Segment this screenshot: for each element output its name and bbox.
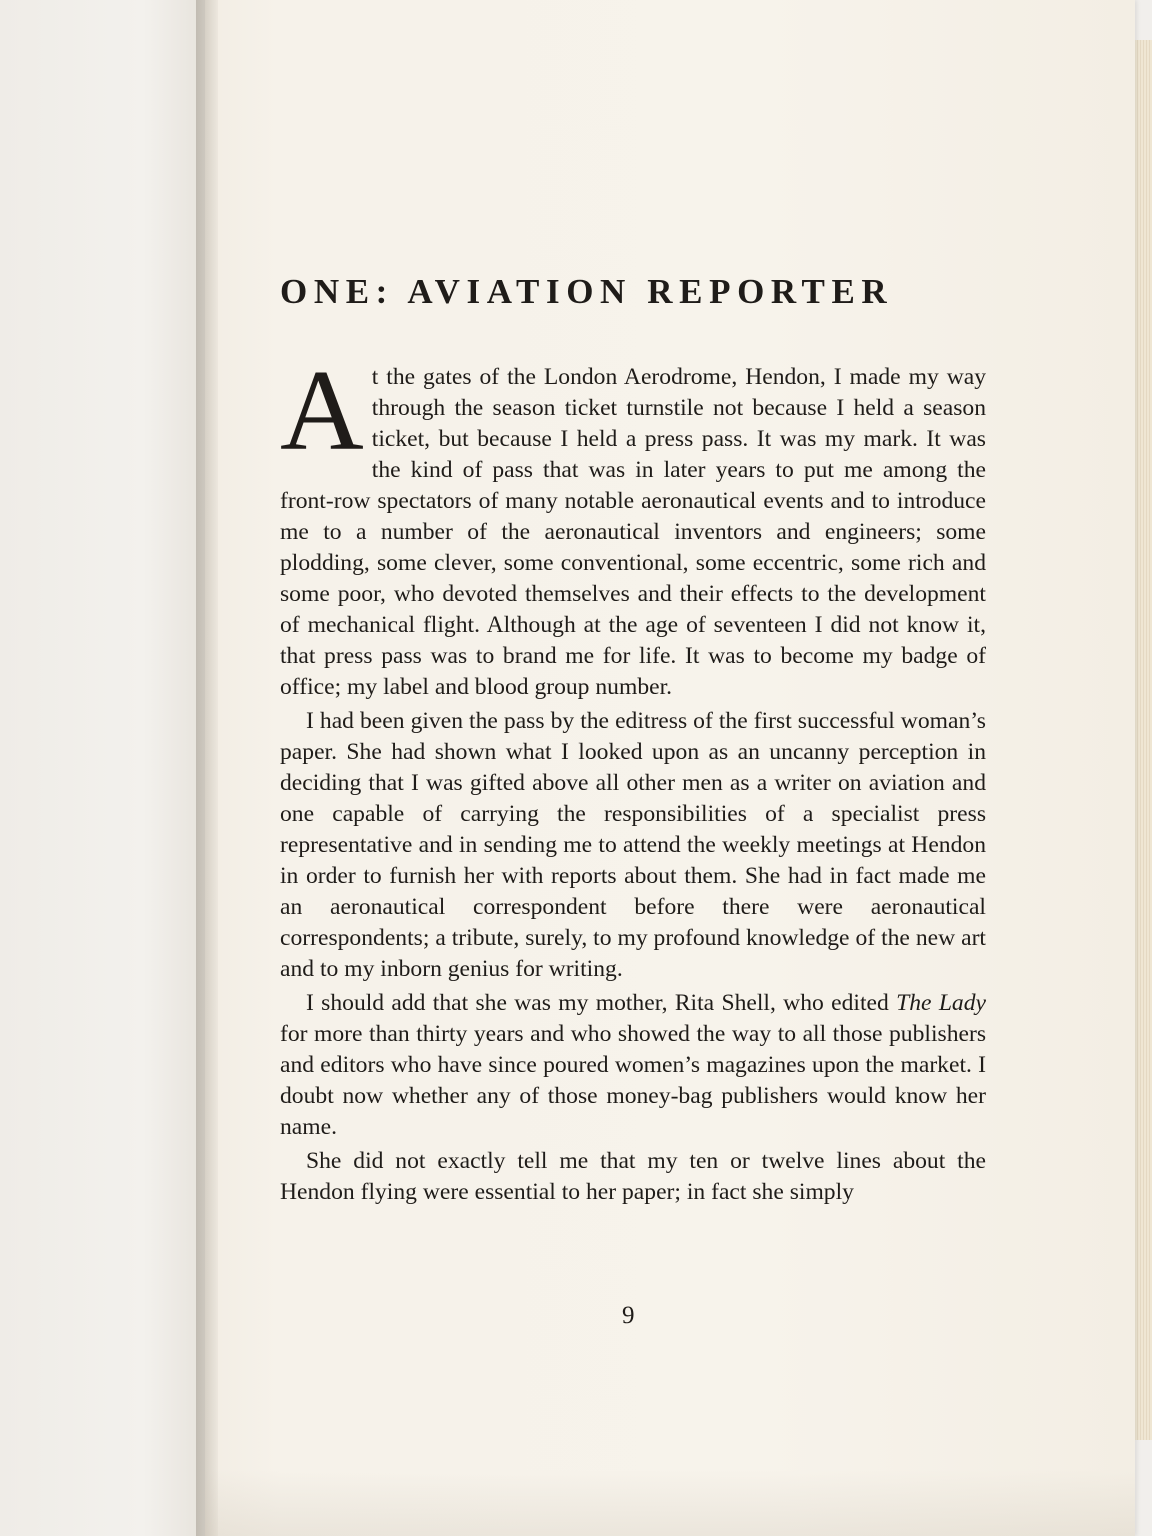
page-edges <box>1132 40 1152 1440</box>
paragraph-4: She did not exactly tell me that my ten or twelve lines about the Hendon flying were essential to her paper; in fact she simply <box>280 1148 986 1205</box>
chapter-title: ONE: AVIATION REPORTER <box>280 272 894 311</box>
book-gutter <box>196 0 218 1536</box>
publication-title: The Lady <box>896 990 987 1016</box>
left-page <box>0 0 206 1536</box>
paragraph-1-text: t the gates of the London Aerodrome, Hendon, I made my way through the season ticket turnstile not because I held a season ticket, but because I held a press pass. It was my mark. It was the kind of pass that was in later years to put me among the front-row spectators of many notable aeronautical events and to introduce me to a number of the aeronautical inventors and engineers; some plodding, some clever, some conventional, some eccentric, some rich and some poor, who devoted themselves and their effects to the development of mechanical flight. Although at the age of seventeen I did not know it, that press pass was to brand me for life. It was to become my badge of office; my label and blood group number. <box>280 364 986 700</box>
paragraph-1 <box>280 347 986 703</box>
paragraph-3-rest: for more than thirty years and who showed the way to all those publishers and editors who have since poured women’s magazines upon the market. I doubt now whether any of those money-bag publishers would know her name. <box>280 1021 986 1140</box>
body-text <box>280 347 987 1208</box>
page-number: 9 <box>622 1302 635 1329</box>
page-bottom-shade <box>205 1470 1135 1536</box>
paragraph-3-start: I should add that she was my mother, Rita Shell, who edited <box>306 990 889 1016</box>
drop-cap: A <box>280 347 364 475</box>
paragraph-3 <box>280 988 986 1143</box>
paragraph-2: I had been given the pass by the editress of the first successful woman’s paper. She had shown what I looked upon as an uncanny perception in deciding that I was gifted above all other men as a writer on aviation and one capable of carrying the responsibilities of a specialist press representative and in sending me to attend the weekly meetings at Hendon in order to furnish her with reports about them. She had in fact made me an aeronautical correspondent before there were aeronautical correspondents; a tribute, surely, to my profound knowledge of the new art and to my inborn genius for writing. <box>280 708 986 982</box>
